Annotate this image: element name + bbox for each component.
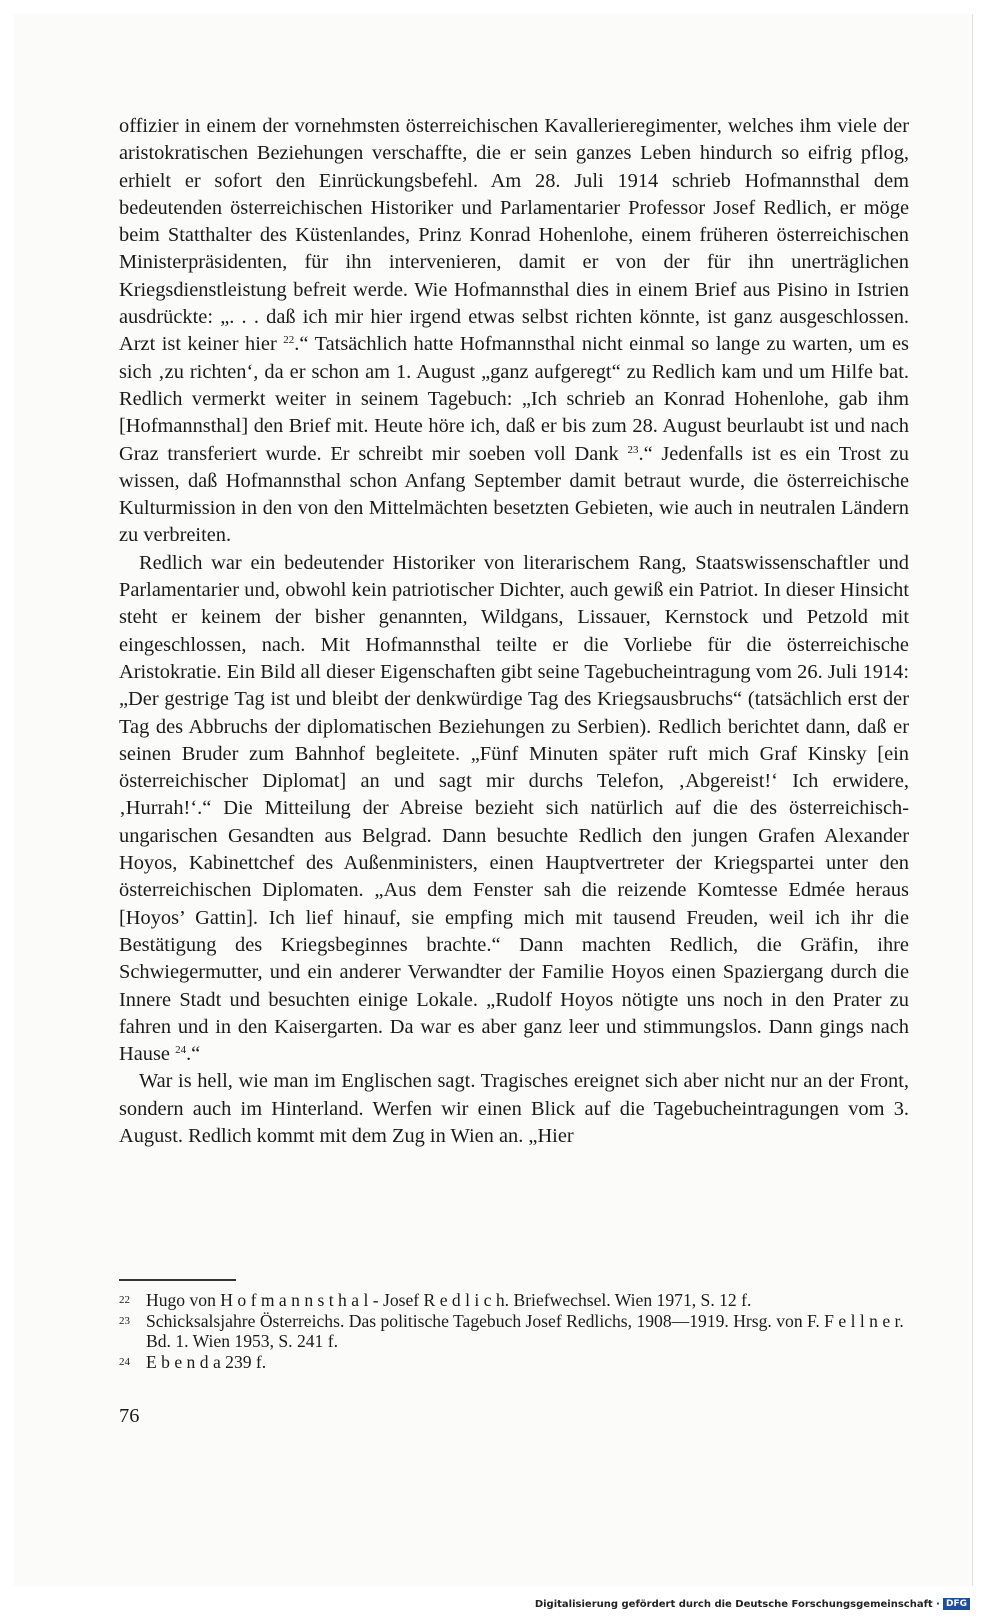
footnotes xyxy=(119,1290,909,1372)
credit-text: Digitalisierung gefördert durch die Deutsche Forschungsgemeinschaft · xyxy=(534,1598,940,1610)
paragraph-1: offizier in einem der vornehmsten österreichischen Kavallerieregimenter, welches ihm viele der aristokratischen Beziehungen verschaffte, die er sein ganzes Leben hindurch so eifrig pflog, erhielt er sofort den Einrückungsbefehl. Am 28. Juli 1914 schrieb Hofmannsthal dem bedeutenden österreichischen Historiker und Parlamentarier Professor Josef Redlich, er möge beim Statthalter des Küstenlandes, Prinz Konrad Hohenlohe, einem früheren österreichischen Ministerpräsidenten, für ihn intervenieren, damit er von der für ihn unerträglichen Kriegsdienstleistung befreit werde. Wie Hofmannsthal dies in einem Brief aus Pisino in Istrien ausdrückte: „. . . daß ich mir hier irgend etwas selbst richten könnte, ist ganz ausgeschlossen. Arzt ist keiner hier $^{22}$.“ Tatsächlich hatte Hofmannsthal nicht einmal so lange zu warten, um es sich ‚zu richten‘, da er schon am 1. August „ganz aufgeregt“ zu Redlich kam und um Hilfe bat. Redlich vermerkt weiter in seinem Tagebuch: „Ich schrieb an Konrad Hohenlohe, gab ihm [Hofmannsthal] den Brief mit. Heute höre ich, daß er bis zum 28. August beurlaubt ist und nach Graz transferiert wurde. Er schreibt mir soeben voll Dank $^{23}$.“ Jedenfalls ist es ein Trost zu wissen, daß Hofmannsthal schon Anfang September damit betraut wurde, die österreichische Kulturmission in den von den Mittelmächten besetzten Gebieten, wie auch in neutralen Ländern zu verbreiten. xyxy=(119,115,909,547)
paragraph-3: War is hell, wie man im Englischen sagt. Tragisches ereignet sich aber nicht nur an der Front, sondern auch im Hinterland. Werfen wir einen Blick auf die Tagebucheintragungen vom 3. August. Redlich kommt mit dem Zug in Wien an. „Hier xyxy=(119,1070,909,1147)
page-number: 76 xyxy=(119,1405,140,1427)
footnote-ref-22: 22 xyxy=(283,334,295,347)
footnote-22 xyxy=(119,1290,909,1311)
footnote-text: Schicksalsjahre Österreichs. Das politische Tagebuch Josef Redlichs, 1908—1919. Hrsg. von F. F e l l n e r. Bd. 1. Wien 1953, S. 241 f. xyxy=(146,1310,904,1352)
footnote-text: Hugo von H o f m a n n s t h a l - Josef R e d l i c h. Briefwechsel. Wien 1971, S. 12 f. xyxy=(146,1290,752,1310)
footnote-text: E b e n d a 239 f. xyxy=(146,1351,267,1372)
footnote-24 xyxy=(119,1352,909,1373)
footnote-ref-24: 24 xyxy=(175,1044,187,1057)
footnote-23 xyxy=(119,1311,909,1352)
footnote-divider xyxy=(119,1279,236,1281)
footnote-number: 24 xyxy=(119,1355,130,1368)
footnote-number: 23 xyxy=(119,1314,130,1327)
dfg-logo-icon: DFG xyxy=(943,1598,970,1610)
paragraph-2: Redlich war ein bedeutender Historiker von literarischem Rang, Staatswissenschaftler und Parlamentarier und, obwohl kein patriotischer Dichter, auch gewiß ein Patriot. In dieser Hinsicht steht er keinem der bisher genannten, Wildgans, Lissauer, Kernstock und Petzold mit eingeschlossen, nach. Mit Hofmannsthal teilte er die Vorliebe für die österreichische Aristokratie. Ein Bild all dieser Eigenschaften gibt seine Tagebucheintragung vom 26. Juli 1914: „Der gestrige Tag ist und bleibt der denkwürdige Tag des Kriegsausbruchs“ (tatsächlich erst der Tag des Abbruchs der diplomatischen Beziehungen zu Serbien). Redlich berichtet dann, daß er seinen Bruder zum Bahnhof begleitete. „Fünf Minuten später ruft mich Graf Kinsky [ein österreichischer Diplomat] an und sagt mir durchs Telefon, ‚Abgereist!‘ Ich erwidere, ‚Hurrah!‘.“ Die Mitteilung der Abreise bezieht sich natürlich auf die des österreichisch-ungarischen Gesandten aus Belgrad. Dann besuchte Redlich den jungen Grafen Alexander Hoyos, Kabinettchef des Außenministers, einen Hauptvertreter der Kriegspartei unter den österreichischen Diplomaten. „Aus dem Fenster sah die reizende Komtesse Edmée heraus [Hoyos’ Gattin]. Ich lief hinauf, sie empfing mich mit tausend Freuden, weil ich ihr die Bestätigung des Kriegsbeginnes brachte.“ Dann machten Redlich, die Gräfin, ihre Schwiegermutter, und ein anderer Verwandter der Familie Hoyos einen Spaziergang durch die Innere Stadt und besuchten einige Lokale. „Rudolf Hoyos nötigte uns noch in den Prater zu fahren und in den Kaisergarten. Da war es aber ganz leer und stimmungslos. Dann gings nach Hause $^{24}$.“ xyxy=(119,551,909,1066)
footnote-number: 22 xyxy=(119,1294,130,1306)
body-text xyxy=(119,113,909,1150)
digitization-credit xyxy=(535,1598,970,1610)
footnote-ref-23: 23 xyxy=(627,443,639,456)
